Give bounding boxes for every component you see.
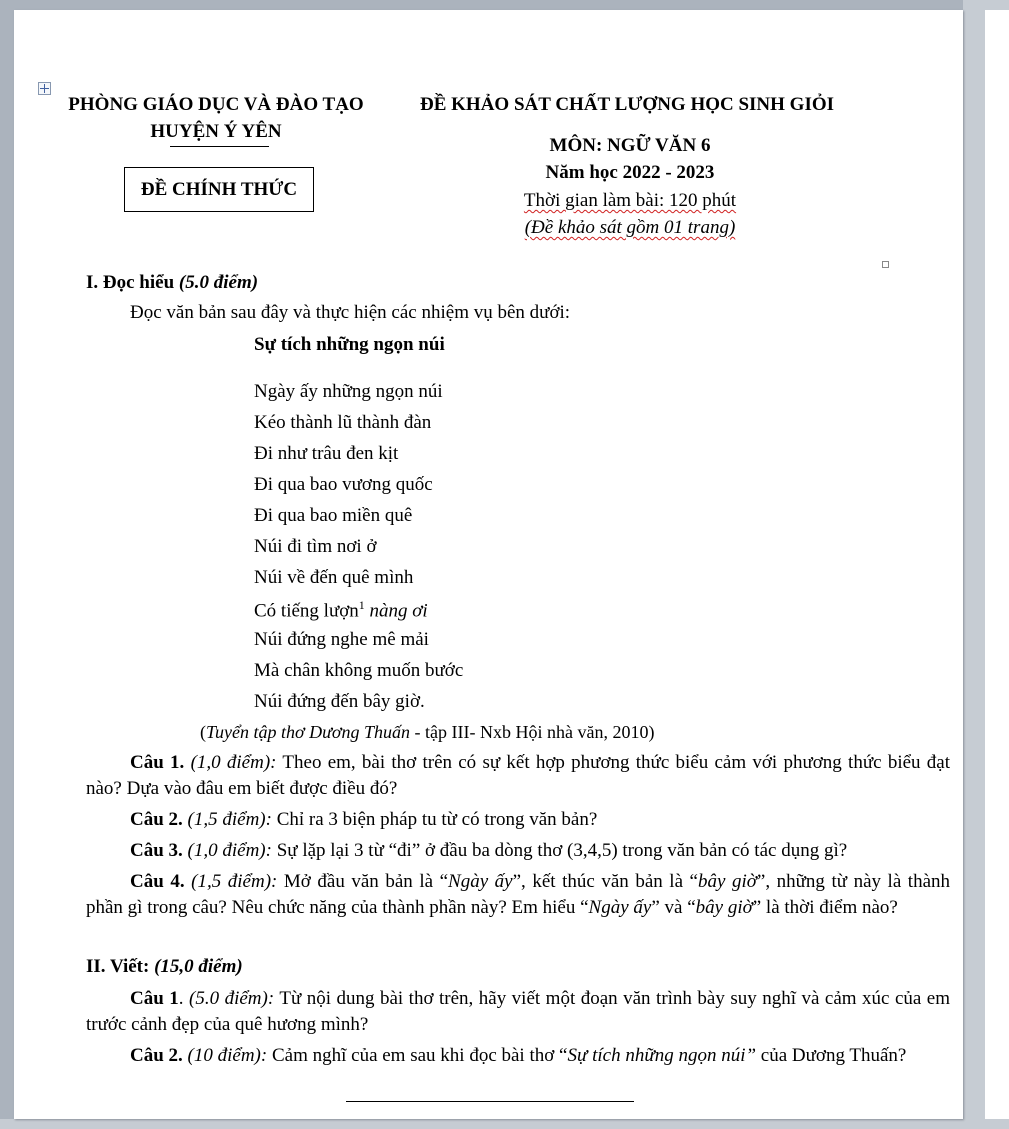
question-points: (1,0 điểm): [190, 752, 277, 773]
section1-instruction: Đọc văn bản sau đây và thực hiện các nhiệm vụ bên dưới: [130, 302, 571, 323]
writing-question-1 [86, 986, 950, 1038]
poem-line: Ngày ấy những ngọn núi [254, 381, 443, 402]
exam-subject: MÔN: NGỮ VĂN 6 [549, 135, 711, 156]
poem-line-8-text: Có tiếng lượn [254, 600, 359, 622]
source-publisher: - tập III- Nxb Hội nhà văn, 2010) [410, 722, 655, 742]
poem-line: Núi về đến quê mình [254, 567, 414, 588]
question-dot: . [178, 988, 184, 1009]
question-1 [86, 750, 950, 802]
question-4 [86, 869, 950, 921]
q4-italic-2: bây giờ [697, 871, 757, 892]
question-text: Theo em, bài thơ trên có sự kết hợp phương thức biểu cảm với phương thức biểu đạt nào? Dựa vào đâu em biết được điều đó? [86, 752, 950, 799]
official-label: ĐỀ CHÍNH THỨC [140, 179, 298, 200]
question-points: (1,5 điểm): [191, 871, 278, 892]
exam-title: ĐỀ KHẢO SÁT CHẤT LƯỢNG HỌC SINH GIỎI [420, 94, 835, 115]
source-book: Tuyển tập thơ Dương Thuấn [206, 722, 411, 742]
q4-italic-3: Ngày ấy [588, 897, 652, 918]
question-text: Chỉ ra 3 biện pháp tu từ có trong văn bản? [276, 809, 598, 830]
exam-time-text: Thời gian làm bài: 120 phút [523, 190, 737, 211]
poem-line: Đi như trâu đen kịt [254, 443, 399, 464]
section2-title: II. Viết: [86, 956, 150, 977]
school-year: Năm học 2022 - 2023 [545, 162, 715, 183]
question-points: (1,0 điểm): [187, 840, 272, 861]
q4-text-1: Mở đầu văn bản là “ [283, 871, 449, 892]
question-label: Câu 3. [130, 840, 183, 861]
poem-title: Sự tích những ngọn núi [254, 334, 445, 355]
poem-line: Núi đứng đến bây giờ. [254, 691, 425, 712]
exam-note-text: (Đề khảo sát gồm 01 trang) [524, 217, 736, 238]
q2-text-1: Cảm nghĩ của em sau khi đọc bài thơ “ [271, 1045, 568, 1066]
q2-text-2: của Dương Thuấn? [756, 1045, 907, 1066]
exam-note [450, 217, 810, 239]
q4-italic-4: bây giờ [695, 897, 753, 918]
question-points: (1,5 điểm): [187, 809, 272, 830]
source-open: ( [200, 722, 206, 742]
next-page-edge [985, 10, 1009, 1119]
poem-line: Kéo thành lũ thành đàn [254, 412, 432, 433]
question-label: Câu 1 [130, 988, 179, 1009]
poem-line-8-italic: nàng ơi [369, 600, 428, 622]
poem-line-8 [254, 598, 428, 622]
scroll-gutter [963, 0, 1009, 1129]
anchor-marker-icon [882, 261, 889, 268]
poem-line: Đi qua bao vương quốc [254, 474, 433, 495]
header-underline [170, 146, 269, 147]
section2-heading [86, 956, 243, 978]
question-points: (10 điểm): [187, 1045, 268, 1066]
question-points: (5.0 điểm): [189, 988, 275, 1009]
poem-line: Mà chân không muốn bước [254, 660, 464, 681]
question-label: Câu 2. [130, 1045, 183, 1066]
question-label: Câu 2. [130, 809, 183, 830]
question-label: Câu 4. [130, 871, 185, 892]
q2-italic: Sự tích những ngọn núi” [567, 1045, 757, 1066]
section1-points: (5.0 điểm) [178, 272, 259, 293]
poem-line: Núi đi tìm nơi ở [254, 536, 377, 557]
footnote-ref[interactable]: 1 [358, 598, 365, 612]
poem-line: Núi đứng nghe mê mải [254, 629, 429, 650]
q4-text-2: ”, kết thúc văn bản là “ [512, 871, 698, 892]
question-text: Từ nội dung bài thơ trên, hãy viết một đoạn văn trình bày suy nghĩ và cảm xúc của em trước cảnh đẹp của quê hương mình? [86, 988, 951, 1035]
bottom-gutter [0, 1119, 1009, 1129]
question-label: Câu 1. [130, 752, 185, 773]
q4-text-5: ” là thời điểm nào? [752, 897, 898, 918]
question-3 [86, 838, 950, 864]
section1-title: I. Đọc hiểu [86, 272, 175, 293]
poem-line: Đi qua bao miền quê [254, 505, 413, 526]
exam-time [450, 190, 810, 212]
q4-text-4: ” và “ [651, 897, 696, 918]
writing-question-2 [86, 1043, 950, 1069]
official-box [124, 167, 314, 212]
question-text: Sự lặp lại 3 từ “đi” ở đầu ba dòng thơ (3,4,5) trong văn bản có tác dụng gì? [276, 840, 848, 861]
table-move-handle-icon[interactable] [38, 82, 51, 95]
poem-source [200, 722, 654, 743]
q4-italic-1: Ngày ấy [448, 871, 513, 892]
district-name: HUYỆN Ý YÊN [150, 121, 282, 142]
department-name: PHÒNG GIÁO DỤC VÀ ĐÀO TẠO [68, 94, 364, 115]
q4-text-3: ”, những từ này là thành phần gì trong câu? Nêu chức năng của thành phần này? Em hiểu “ [86, 871, 951, 918]
document-page [14, 10, 963, 1119]
section1-heading [86, 272, 258, 294]
section2-points: (15,0 điểm) [154, 956, 243, 977]
question-2 [86, 807, 950, 833]
end-rule [346, 1101, 634, 1102]
